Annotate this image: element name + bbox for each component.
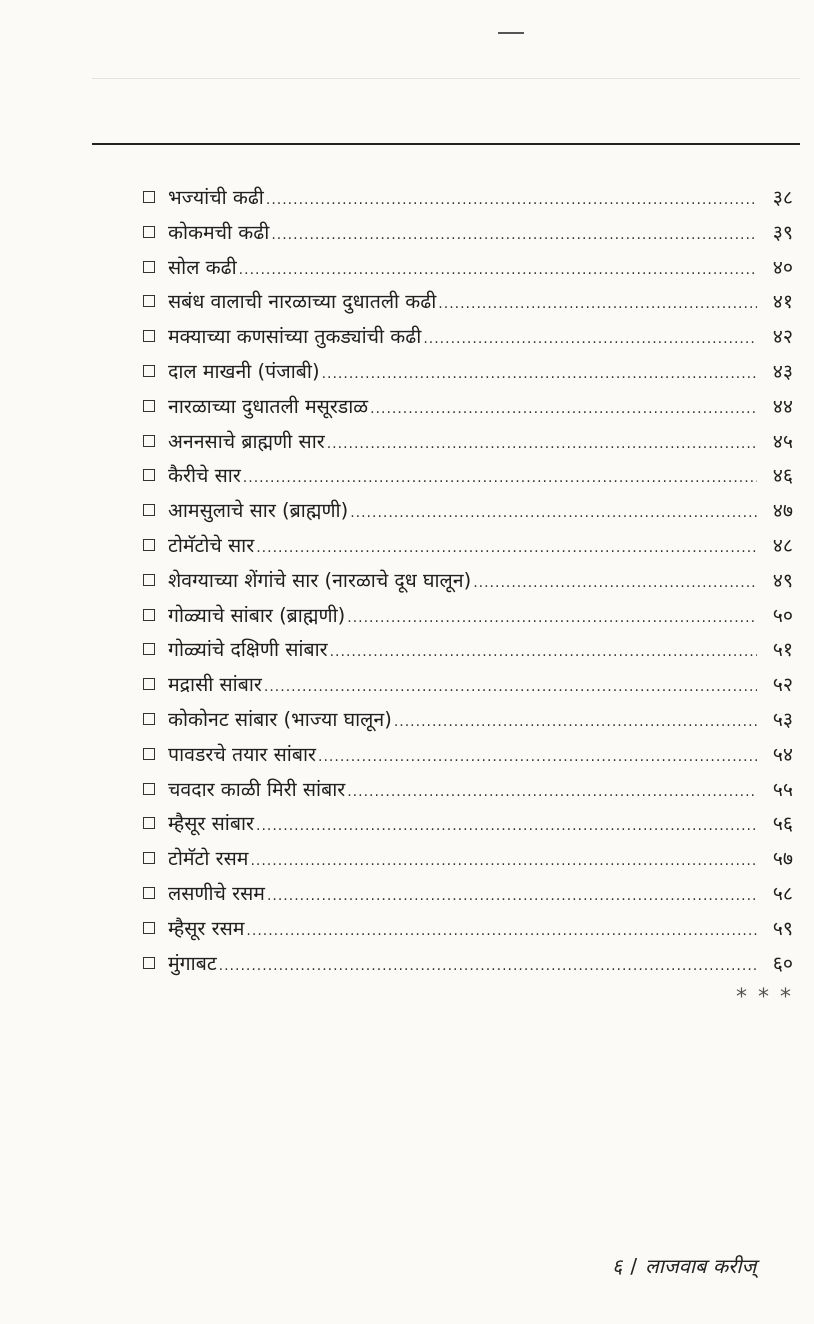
toc-entry [143,251,793,286]
toc-entry-page: ४२ [772,325,793,349]
checkbox-square-icon [143,922,155,934]
toc-entry-page: ५८ [772,881,793,905]
dot-leader [347,775,757,810]
toc-entry [143,459,793,494]
toc-entry-page: ४७ [772,499,793,523]
checkbox-square-icon [143,643,155,655]
dot-leader [322,357,757,392]
toc-entry-title: म्हैसूर सांबार [168,812,254,836]
toc-entry-page: ४९ [772,568,793,592]
toc-entry [143,807,793,842]
dot-leader [327,427,757,462]
page-number: ६ [612,1254,623,1278]
toc-entry-title: आमसुलाचे सार (ब्राह्मणी) [168,499,349,523]
toc-entry-page: ५२ [772,673,793,697]
checkbox-square-icon [143,748,155,760]
toc-entry-title: म्हैसूर रसम [168,916,245,940]
footer-separator: / [630,1254,638,1278]
dot-leader [370,392,757,427]
toc-entry-page: ५६ [772,812,793,836]
checkbox-square-icon [143,469,155,481]
toc-entry-title: दाल माखनी (पंजाबी) [168,359,320,383]
table-of-contents [143,181,793,981]
toc-entry-title: कोकमची कढी [168,220,270,244]
dot-leader [394,705,757,740]
toc-entry [143,877,793,912]
toc-entry-title: गोळ्यांचे दक्षिणी सांबार [168,638,328,662]
toc-entry-page: ३९ [772,220,793,244]
dot-leader [438,287,757,322]
checkbox-square-icon [143,957,155,969]
toc-entry-title: मद्रासी सांबार [168,673,262,697]
toc-entry-page: ४६ [772,464,793,488]
checkbox-square-icon [143,226,155,238]
checkbox-square-icon [143,435,155,447]
toc-entry [143,425,793,460]
toc-entry [143,599,793,634]
checkbox-square-icon [143,783,155,795]
toc-entry-title: सबंध वालाची नारळाच्या दुधातली कढी [168,290,437,314]
toc-entry-title: कैरीचे सार [168,464,241,488]
page-edge-line [92,78,800,79]
checkbox-square-icon [143,330,155,342]
toc-entry [143,216,793,251]
dot-leader [318,740,757,775]
header-rule [92,143,800,145]
toc-entry-page: ५० [772,603,793,627]
toc-entry [143,320,793,355]
toc-entry [143,738,793,773]
toc-entry [143,181,793,216]
toc-entry [143,773,793,808]
toc-entry [143,668,793,703]
checkbox-square-icon [143,365,155,377]
toc-entry-page: ५१ [772,638,793,662]
toc-entry-page: ५३ [772,707,793,731]
toc-entry [143,285,793,320]
dot-leader [246,914,757,949]
toc-entry-title: अननसाचे ब्राह्मणी सार [168,429,325,453]
checkbox-square-icon [143,295,155,307]
toc-entry-title: मुंगाबट [168,951,217,975]
toc-entry [143,390,793,425]
checkbox-square-icon [143,817,155,829]
toc-entry-page: ३८ [772,186,793,209]
toc-entry-title: टोमॅटो रसम [168,847,249,871]
toc-entry-title: मक्याच्या कणसांच्या तुकड्यांची कढी [168,325,422,349]
checkbox-square-icon [143,574,155,586]
toc-entry-page: ४० [772,255,793,279]
checkbox-square-icon [143,887,155,899]
dot-leader [271,218,757,253]
dot-leader [267,879,757,914]
toc-entry-title: लसणीचे रसम [168,881,265,905]
dot-leader [473,566,757,601]
toc-entry-title: चवदार काळी मिरी सांबार [168,777,346,801]
checkbox-square-icon [143,852,155,864]
checkbox-square-icon [143,261,155,273]
toc-entry-page: ५७ [772,847,793,871]
toc-entry [143,633,793,668]
toc-entry-title: टोमॅटोचे सार [168,533,255,557]
toc-entry [143,355,793,390]
checkbox-square-icon [143,539,155,551]
checkbox-square-icon [143,678,155,690]
checkbox-square-icon [143,400,155,412]
toc-entry-title: भज्यांची कढी [168,186,264,209]
page-footer [612,1252,756,1279]
dot-leader [256,531,757,566]
toc-entry [143,912,793,947]
toc-entry [143,703,793,738]
dot-leader [256,809,757,844]
toc-entry-title: पावडरचे तयार सांबार [168,742,317,766]
dot-leader [250,844,757,879]
toc-entry-page: ५४ [772,742,793,766]
toc-entry-page: ४१ [772,290,793,314]
dot-leader [219,949,757,984]
toc-entry-title: गोळ्याचे सांबार (ब्राह्मणी) [168,603,346,627]
toc-entry [143,564,793,599]
book-title: लाजवाब करीज् [645,1254,757,1278]
toc-entry-page: ६० [772,951,793,975]
checkbox-square-icon [143,504,155,516]
checkbox-square-icon [143,609,155,621]
dot-leader [347,601,757,636]
toc-entry [143,494,793,529]
toc-entry-page: ४५ [772,429,793,453]
toc-entry [143,947,793,982]
dot-leader [423,322,757,357]
toc-entry-title: कोकोनट सांबार (भाज्या घालून) [168,707,392,731]
dot-leader [243,461,757,496]
toc-entry-page: ५५ [772,777,793,801]
toc-entry [143,529,793,564]
checkbox-square-icon [143,713,155,725]
toc-entry-page: ४४ [772,394,793,418]
toc-entry-page: ५९ [772,916,793,940]
toc-entry-title: शेवग्याच्या शेंगांचे सार (नारळाचे दूध घालून) [168,568,472,592]
toc-entry-title: सोल कढी [168,255,237,279]
top-mark [498,32,524,34]
toc-entry [143,842,793,877]
toc-entry-title: नारळाच्या दुधातली मसूरडाळ [168,394,369,418]
dot-leader [350,496,757,531]
toc-entry-page: ४३ [772,359,793,383]
dot-leader [266,183,757,218]
checkbox-square-icon [143,191,155,203]
dot-leader [239,253,757,288]
toc-entry-page: ४८ [772,533,793,557]
ornament: * * * [736,985,793,1010]
dot-leader [330,635,757,670]
dot-leader [264,670,757,705]
